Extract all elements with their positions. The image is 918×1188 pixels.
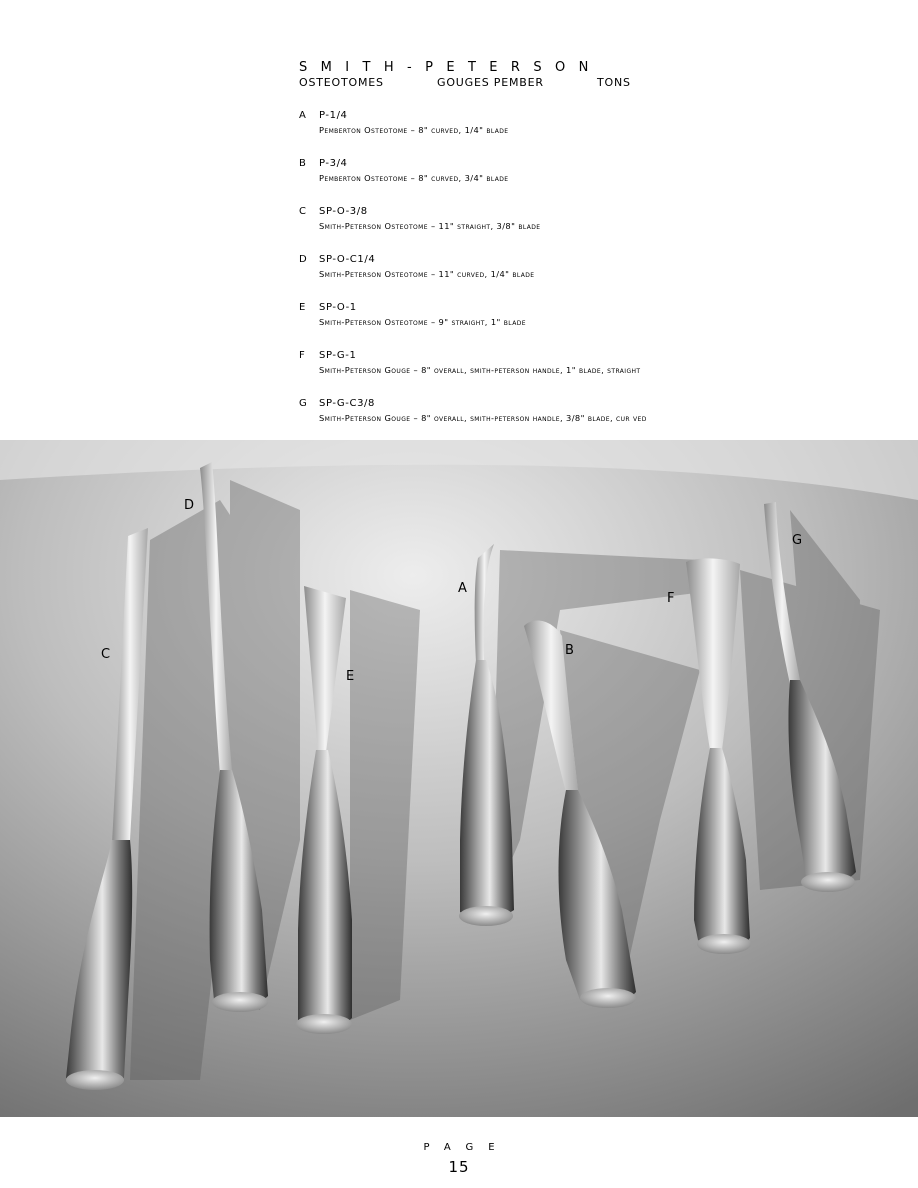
photo-label-e: E bbox=[346, 669, 355, 684]
photo-label-c: C bbox=[101, 647, 111, 662]
photo-label-b: B bbox=[565, 643, 574, 658]
item-code: SP-O-3/8 bbox=[319, 206, 368, 217]
photo-label-a: A bbox=[458, 581, 467, 596]
item-description: Pemberton Osteotome – 8" curved, 3/4" blade bbox=[319, 173, 509, 183]
item-code: P-3/4 bbox=[319, 158, 348, 169]
page-label: PAGE bbox=[423, 1142, 510, 1153]
item-code: SP-G-1 bbox=[319, 350, 357, 361]
item-letter: E bbox=[299, 302, 306, 313]
list-item bbox=[299, 398, 839, 446]
subtitle-gouges-pember: GOUGES PEMBER bbox=[437, 76, 544, 89]
item-code: SP-O-C1/4 bbox=[319, 254, 376, 265]
list-item bbox=[299, 254, 839, 302]
item-code: SP-O-1 bbox=[319, 302, 357, 313]
item-letter: F bbox=[299, 350, 305, 361]
item-code: SP-G-C3/8 bbox=[319, 398, 375, 409]
item-letter: G bbox=[299, 398, 307, 409]
item-letter: D bbox=[299, 254, 307, 265]
list-item bbox=[299, 110, 839, 158]
item-code: P-1/4 bbox=[319, 110, 348, 121]
list-item bbox=[299, 206, 839, 254]
list-item bbox=[299, 302, 839, 350]
item-description: Smith-Peterson Osteotome – 11" straight, 3/8" blade bbox=[319, 221, 541, 231]
photo-label-d: D bbox=[184, 498, 195, 513]
list-item bbox=[299, 158, 839, 206]
subtitle-osteotomes: OSTEOTOMES bbox=[299, 76, 384, 89]
item-letter: B bbox=[299, 158, 306, 169]
instruments-illustration bbox=[0, 440, 918, 1117]
list-item bbox=[299, 350, 839, 398]
item-letter: A bbox=[299, 110, 306, 121]
item-description: Smith-Peterson Osteotome – 11" curved, 1/4" blade bbox=[319, 269, 535, 279]
catalog-title: SMITH-PETERSON bbox=[299, 60, 602, 75]
item-letter: C bbox=[299, 206, 306, 217]
item-description: Pemberton Osteotome – 8" curved, 1/4" blade bbox=[319, 125, 509, 135]
instrument-list bbox=[299, 110, 839, 446]
instruments-photo bbox=[0, 440, 918, 1117]
item-description: Smith-Peterson Osteotome – 9" straight, 1" blade bbox=[319, 317, 526, 327]
photo-label-f: F bbox=[667, 591, 675, 606]
subtitle-tons: TONS bbox=[597, 76, 631, 89]
page-header bbox=[299, 60, 631, 90]
photo-label-g: G bbox=[792, 533, 803, 548]
item-description: Smith-Peterson Gouge – 8" overall, smith-peterson handle, 1" blade, straight bbox=[319, 365, 641, 375]
page-number: 15 bbox=[448, 1158, 470, 1176]
catalog-subtitle bbox=[299, 76, 631, 90]
item-description: Smith-Peterson Gouge – 8" overall, smith-peterson handle, 3/8" blade, cur ved bbox=[319, 413, 647, 423]
